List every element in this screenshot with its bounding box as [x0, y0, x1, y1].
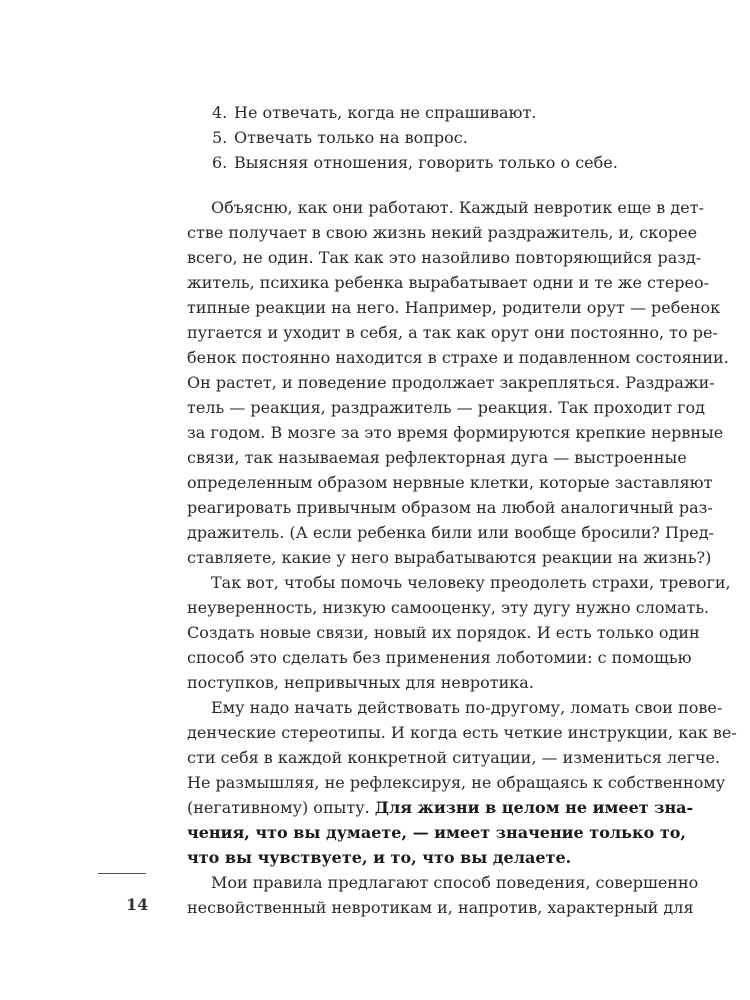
line-text: Объясню, как они работают. Каждый невротик еще в дет- — [211, 198, 704, 217]
footer-rule — [98, 873, 146, 874]
text-line — [187, 445, 687, 470]
text-line — [187, 670, 671, 695]
text-line — [187, 795, 694, 820]
text-line — [187, 495, 713, 520]
line-text: (негативному) опыту. — [187, 798, 375, 817]
line-text: за годом. В мозге за это время формируются крепкие нервные — [187, 423, 724, 442]
text-line — [187, 195, 704, 220]
line-text: определенным образом нервные клетки, которые заставляют — [187, 473, 713, 492]
bold-text: что вы чувствуете, и то, что вы делаете. — [187, 848, 572, 867]
text-line — [187, 470, 713, 495]
text-line — [187, 645, 692, 670]
line-text: ставляете, какие у него вырабатываются реакции на жизнь?) — [187, 548, 712, 567]
line-text: тель — реакция, раздражитель — реакция. Так проходит год — [187, 398, 706, 417]
body-text — [187, 195, 737, 920]
line-text: связи, так называемая рефлекторная дуга — выстроенные — [187, 448, 687, 467]
text-line — [187, 545, 712, 570]
text-line — [187, 420, 724, 445]
text-line — [187, 845, 671, 870]
text-line — [187, 870, 699, 895]
line-text: Ему надо начать действовать по-другому, ломать свои пове- — [211, 698, 723, 717]
line-text: житель, психика ребенка вырабатывает одни и те же стерео- — [187, 273, 710, 292]
text-line — [187, 295, 721, 320]
bold-text: чения, что вы думаете, — имеет значение только то, — [187, 823, 686, 842]
line-text: Так вот, чтобы помочь человеку преодолеть страхи, тревоги, — [211, 573, 731, 592]
text-line — [187, 270, 710, 295]
text-line — [187, 720, 737, 745]
line-text: всего, не один. Так как это назойливо повторяющийся разд- — [187, 248, 702, 267]
text-line — [187, 320, 718, 345]
line-text: сти себя в каждой конкретной ситуации, — измениться легче. — [187, 748, 721, 767]
line-text: реагировать привычным образом на любой аналогичный раз- — [187, 498, 713, 517]
text-line — [187, 745, 721, 770]
line-text: дражитель. (А если ребенка били или вообще бросили? Пред- — [187, 523, 714, 542]
line-text: пугается и уходит в себя, а так как орут они постоянно, то ре- — [187, 323, 718, 342]
line-text: типные реакции на него. Например, родители орут — ребенок — [187, 298, 721, 317]
line-text: Мои правила предлагают способ поведения, совершенно — [211, 873, 699, 892]
page-number: 14 — [126, 895, 149, 914]
text-line — [187, 570, 731, 595]
line-text: неуверенность, низкую самооценку, эту дугу нужно сломать. — [187, 598, 710, 617]
text-line — [187, 345, 729, 370]
text-line — [187, 895, 694, 920]
text-line — [187, 770, 726, 795]
list-item: 5. Отвечать только на вопрос. — [212, 128, 468, 147]
line-text: Не размышляя, не рефлексируя, не обращаясь к собственному — [187, 773, 726, 792]
line-text: стве получает в свою жизнь некий раздражитель, и, скорее — [187, 223, 698, 242]
numbered-list — [212, 100, 618, 175]
line-text: Он растет, и поведение продолжает закрепляться. Раздражи- — [187, 373, 715, 392]
text-line — [187, 520, 714, 545]
text-line — [187, 370, 715, 395]
line-text: денческие стереотипы. И когда есть четкие инструкции, как ве- — [187, 723, 737, 742]
line-text: Создать новые связи, новый их порядок. И есть только один — [187, 623, 700, 642]
text-line — [187, 395, 706, 420]
list-item: 4. Не отвечать, когда не спрашивают. — [212, 103, 537, 122]
list-item: 6. Выясняя отношения, говорить только о себе. — [212, 153, 618, 172]
text-line — [187, 245, 702, 270]
bold-text: Для жизни в целом не имеет зна- — [374, 798, 694, 817]
line-text: бенок постоянно находится в страхе и подавленном состоянии. — [187, 348, 729, 367]
line-text: поступков, непривычных для невротика. — [187, 673, 534, 692]
text-line — [187, 820, 686, 845]
line-text: способ это сделать без применения лоботомии: с помощью — [187, 648, 692, 667]
text-line — [187, 695, 723, 720]
text-line — [187, 220, 698, 245]
text-line — [187, 595, 710, 620]
line-text: несвойственный невротикам и, напротив, характерный для — [187, 898, 694, 917]
text-line — [187, 620, 700, 645]
